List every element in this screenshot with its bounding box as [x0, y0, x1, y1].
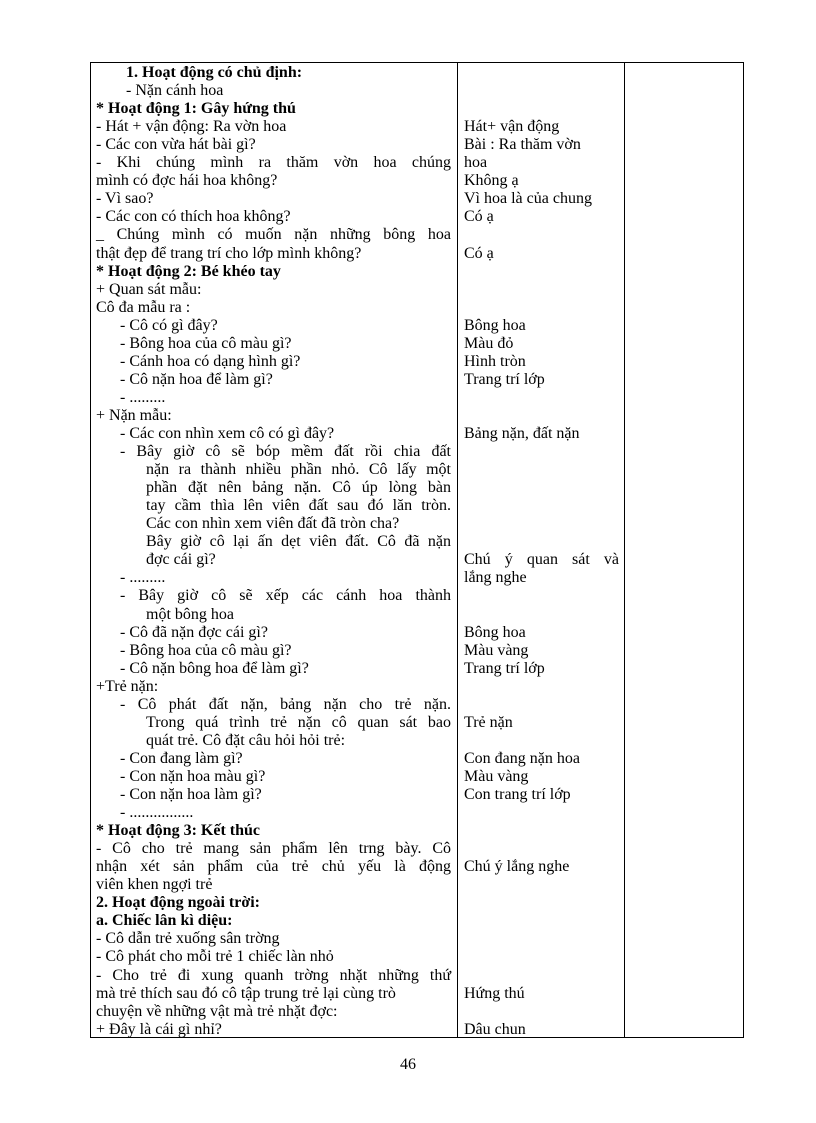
left-line: - Bây giờ cô sẽ xếp các cánh hoa thành [120, 587, 451, 605]
left-line: - Con đang làm gì? [120, 749, 243, 767]
left-line: - Cô đã nặn đợc cái gì? [120, 623, 268, 641]
left-line: một bông hoa [146, 605, 234, 623]
left-line: phần đặt nên bảng nặn. Cô úp lòng bàn [146, 479, 451, 497]
left-line: * Hoạt động 1: Gây hứng thú [96, 100, 296, 118]
left-line: - Cô có gì đây? [120, 316, 218, 334]
left-line: - Cánh hoa có dạng hình gì? [120, 352, 301, 370]
left-line: - ................ [120, 804, 194, 822]
left-line: - Vì sao? [96, 190, 154, 208]
right-line: Có ạ [464, 244, 494, 262]
right-line: Dâu chun [464, 1020, 526, 1038]
left-line: Bây giờ cô lại ấn dẹt viên đất. Cô đã nặn [146, 533, 451, 551]
left-line: - Cô phát đất nặn, bảng nặn cho trẻ nặn. [120, 695, 451, 713]
right-line: Bài : Ra thăm vờn [464, 136, 581, 154]
left-line: - ......... [120, 388, 166, 406]
right-line: Màu đỏ [464, 334, 514, 352]
left-line: - Bông hoa của cô màu gì? [120, 334, 292, 352]
right-line: hoa [464, 154, 488, 172]
left-line: - Con nặn hoa làm gì? [120, 786, 262, 803]
left-line: - Con nặn hoa màu gì? [120, 767, 266, 785]
left-line: - Các con có thích hoa không? [96, 208, 291, 226]
right-line: Vì hoa là của chung [464, 190, 592, 208]
left-line: + Quan sát mẫu: [96, 280, 202, 298]
left-line: đợc cái gì? [146, 551, 216, 569]
left-line: - Bông hoa của cô màu gì? [120, 641, 292, 659]
left-line: a. Chiếc lân kì diệu: [96, 912, 233, 930]
left-line: - Khi chúng mình ra thăm vờn hoa chúng [96, 154, 451, 172]
left-line: - Hát + vận động: Ra vờn hoa [96, 118, 287, 136]
right-line: Chú ý lắng nghe [464, 858, 570, 876]
right-line: Bông hoa [464, 316, 526, 334]
left-line: Các con nhìn xem viên đất đã tròn cha? [146, 515, 400, 533]
left-line: * Hoạt động 2: Bé khéo tay [96, 262, 281, 280]
right-line: Hình tròn [464, 352, 526, 370]
right-line: lắng nghe [464, 569, 527, 587]
left-line: +Trẻ nặn: [96, 677, 159, 695]
right-line: Trang trí lớp [464, 370, 545, 388]
right-line: Bông hoa [464, 623, 526, 641]
right-line: Con đang nặn hoa [464, 749, 580, 767]
left-line: thật đẹp để trang trí cho lớp mình không? [96, 244, 362, 262]
left-line: quát trẻ. Cô đặt câu hỏi hỏi trẻ: [146, 731, 346, 749]
page-number: 46 [400, 1056, 416, 1073]
left-line: Cô đa mẫu ra : [96, 298, 191, 316]
right-line: Chú ý quan sát và [464, 551, 619, 569]
left-line: Trong quá trình trẻ nặn cô quan sát bao [146, 713, 451, 731]
left-line: viên khen ngợi trẻ [96, 876, 213, 894]
left-line: 2. Hoạt động ngoài trời: [96, 894, 260, 912]
left-line: + Đây là cái gì nhỉ? [96, 1020, 222, 1038]
left-line: nặn ra thành nhiều phần nhỏ. Cô lấy một [146, 461, 451, 479]
right-line: Con trang trí lớp [464, 786, 571, 803]
left-line: _ Chúng mình có muốn nặn những bông hoa [96, 226, 451, 244]
left-line: nhận xét sản phẩm của trẻ chủ yếu là động [96, 858, 451, 876]
left-line: chuyện về những vật mà trẻ nhặt đợc: [96, 1002, 338, 1020]
notes-column [625, 63, 743, 1037]
left-line: mình có đợc hái hoa không? [96, 172, 278, 190]
left-line: tay cầm thìa lên viên đất sau đó lăn tròn. [146, 497, 451, 515]
left-line: - Các con vừa hát bài gì? [96, 136, 256, 154]
right-line: Trẻ nặn [464, 713, 513, 731]
left-line: * Hoạt động 3: Kết thúc [96, 822, 260, 840]
right-line: Màu vàng [464, 641, 529, 659]
right-line: Trang trí lớp [464, 659, 545, 677]
right-line: Bảng nặn, đất nặn [464, 425, 580, 442]
right-line: Màu vàng [464, 767, 529, 785]
left-line: - Cô cho trẻ mang sản phẩm lên trng bày. Cô [96, 840, 451, 858]
left-line: mà trẻ thích sau đó cô tập trung trẻ lại cùng trò [96, 984, 396, 1002]
left-line: + Nặn mẫu: [96, 406, 172, 424]
left-line: - Cô phát cho mỗi trẻ 1 chiếc làn nhỏ [96, 948, 334, 966]
right-line: Hứng thú [464, 984, 525, 1002]
left-line: - ......... [120, 569, 166, 587]
column-divider-1 [457, 63, 458, 1037]
right-line: Hát+ vận động [464, 118, 560, 136]
left-line: - Các con nhìn xem cô có gì đây? [120, 425, 335, 442]
left-line: - Cô dẫn trẻ xuống sân trờng [96, 930, 280, 948]
right-line: Có ạ [464, 208, 494, 226]
lesson-table [90, 62, 744, 1038]
left-line: 1. Hoạt động có chủ định: [126, 64, 303, 81]
left-line: - Cô nặn hoa để làm gì? [120, 370, 273, 388]
left-line: - Nặn cánh hoa [126, 82, 224, 100]
right-line: Không ạ [464, 172, 519, 190]
left-line: - Bây giờ cô sẽ bóp mềm đất rồi chia đất [120, 443, 451, 461]
left-line: - Cho trẻ đi xung quanh trờng nhặt những thứ [96, 966, 451, 984]
left-line: - Cô nặn bông hoa để làm gì? [120, 659, 309, 677]
